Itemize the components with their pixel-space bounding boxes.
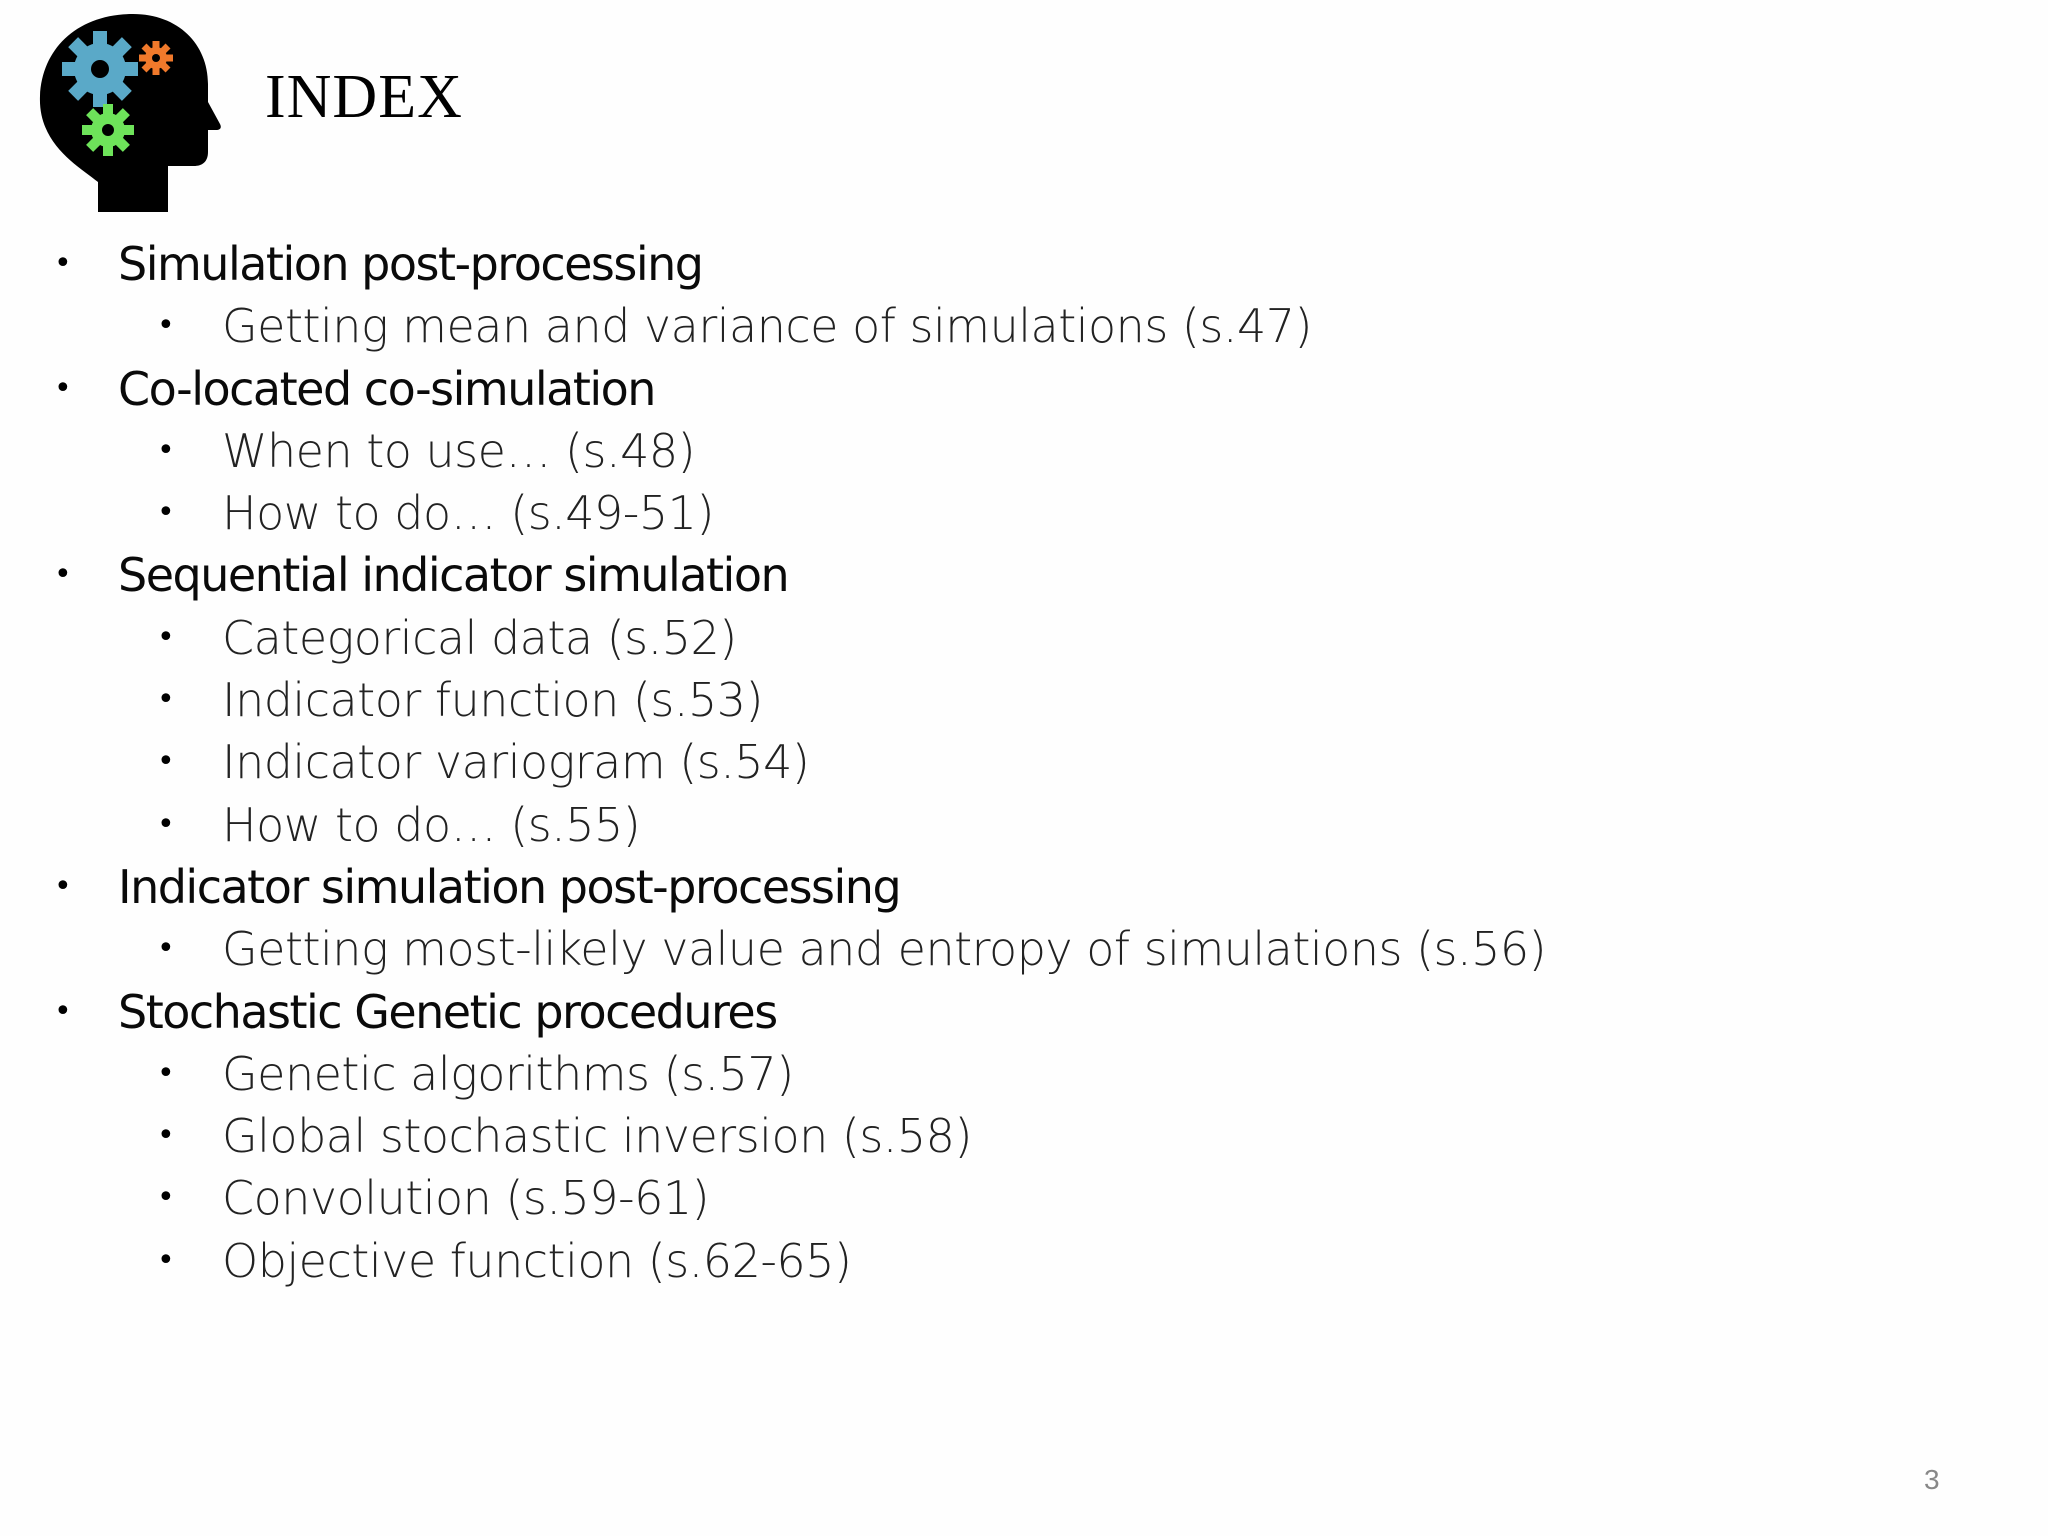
list-item-label: Getting most-likely value and entropy of simulations (s.56)	[222, 922, 1547, 977]
bullet-icon: •	[157, 495, 175, 531]
list-item-label: When to use… (s.48)	[222, 423, 696, 478]
bullet-icon: •	[157, 432, 175, 468]
list-item	[0, 544, 2048, 606]
bullet-icon: •	[157, 1180, 175, 1216]
list-item-label: Categorical data (s.52)	[222, 610, 737, 665]
bullet-icon: •	[54, 557, 72, 593]
list-item-label: Indicator simulation post-processing	[118, 859, 901, 914]
bullet-icon: •	[157, 1055, 175, 1091]
bullet-icon: •	[157, 1242, 175, 1278]
list-item	[0, 856, 2048, 918]
list-item	[0, 731, 2048, 793]
list-item	[0, 607, 2048, 669]
list-item	[0, 981, 2048, 1043]
bullet-icon: •	[54, 246, 72, 281]
bullet-icon: •	[157, 931, 175, 967]
bullet-icon: •	[157, 682, 175, 718]
list-item	[0, 918, 2048, 980]
list-item-label: Getting mean and variance of simulations (s.47)	[222, 299, 1312, 354]
bullet-icon: •	[54, 868, 72, 904]
list-item-label: Indicator variogram (s.54)	[222, 735, 810, 790]
list-item-label: Indicator function (s.53)	[222, 673, 763, 728]
list-item-label: Objective function (s.62-65)	[222, 1233, 852, 1288]
list-item-label: Simulation post-processing	[118, 237, 703, 291]
list-item	[0, 1230, 2048, 1292]
bullet-icon: •	[54, 993, 72, 1029]
index-list	[0, 233, 2048, 1292]
list-item	[0, 482, 2048, 544]
list-item-label: How to do… (s.55)	[222, 797, 641, 852]
list-item	[0, 295, 2048, 357]
head-with-gears-icon	[38, 14, 228, 214]
list-item-label: How to do… (s.49-51)	[222, 486, 714, 541]
page-number: 3	[1924, 1464, 1940, 1495]
list-item-label: Co-located co-simulation	[118, 361, 655, 416]
slide-title: INDEX	[265, 63, 463, 131]
list-item	[0, 1043, 2048, 1105]
bullet-icon: •	[157, 1118, 175, 1154]
list-item	[0, 358, 2048, 420]
list-item	[0, 794, 2048, 856]
bullet-icon: •	[54, 370, 72, 406]
bullet-icon: •	[157, 619, 175, 655]
bullet-icon: •	[157, 744, 175, 780]
list-item-label: Stochastic Genetic procedures	[118, 984, 777, 1039]
list-item-label: Sequential indicator simulation	[118, 548, 789, 603]
bullet-icon: •	[157, 806, 175, 842]
list-item-label: Convolution (s.59-61)	[222, 1171, 710, 1226]
list-item	[0, 420, 2048, 482]
bullet-icon: •	[157, 308, 175, 344]
list-item	[0, 1167, 2048, 1229]
list-item-label: Global stochastic inversion (s.58)	[222, 1109, 972, 1164]
list-item	[0, 233, 2048, 295]
list-item	[0, 1105, 2048, 1167]
list-item-label: Genetic algorithms (s.57)	[222, 1046, 794, 1101]
list-item	[0, 669, 2048, 731]
